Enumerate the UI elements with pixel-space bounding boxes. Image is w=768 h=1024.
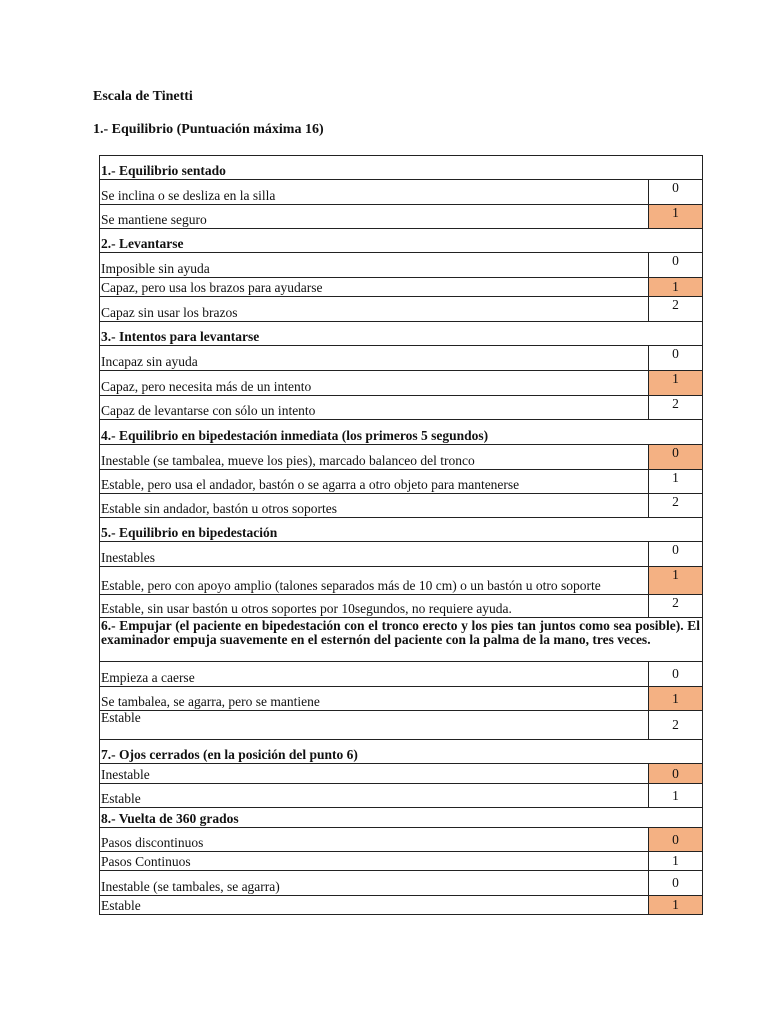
item-description: Capaz, pero necesita más de un intento bbox=[101, 379, 312, 394]
score-cell: 1 bbox=[648, 687, 702, 710]
section-heading-label: 1.- Equilibrio sentado bbox=[101, 163, 226, 178]
table-row bbox=[99, 494, 703, 518]
section-heading-2 bbox=[99, 229, 703, 253]
section-heading-label: 5.- Equilibrio en bipedestación bbox=[101, 525, 278, 540]
section-heading-5 bbox=[99, 518, 703, 542]
table-row bbox=[99, 852, 703, 871]
table-row bbox=[99, 662, 703, 687]
score-cell: 1 bbox=[648, 852, 702, 870]
section-heading-6 bbox=[99, 618, 703, 662]
score-cell: 2 bbox=[648, 711, 702, 739]
score-cell: 2 bbox=[648, 396, 702, 419]
score-cell: 1 bbox=[648, 278, 702, 296]
item-description: Pasos Continuos bbox=[101, 854, 191, 869]
table-row bbox=[99, 278, 703, 297]
score-cell: 1 bbox=[648, 784, 702, 807]
table-row bbox=[99, 896, 703, 915]
section-heading-8 bbox=[99, 808, 703, 828]
score-cell: 1 bbox=[648, 896, 702, 914]
item-description: Pasos discontinuos bbox=[101, 835, 204, 850]
item-description: Estable, pero con apoyo amplio (talones separados más de 10 cm) o un bastón u otro soporte bbox=[101, 578, 601, 593]
table-row bbox=[99, 346, 703, 371]
score-cell: 0 bbox=[648, 253, 702, 277]
score-cell: 0 bbox=[648, 180, 702, 204]
section-heading-label: 3.- Intentos para levantarse bbox=[101, 329, 260, 344]
item-description: Capaz, pero usa los brazos para ayudarse bbox=[101, 280, 323, 295]
table-row bbox=[99, 595, 703, 618]
item-description: Estable bbox=[101, 710, 141, 725]
section-heading-1 bbox=[99, 155, 703, 180]
score-cell: 0 bbox=[648, 871, 702, 895]
section-heading-7 bbox=[99, 740, 703, 764]
item-description: Inestable (se tambalea, mueve los pies), marcado balanceo del tronco bbox=[101, 453, 475, 468]
table-row bbox=[99, 784, 703, 808]
table-row bbox=[99, 542, 703, 567]
section-heading-label: 6.- Empujar (el paciente en bipedestación con el tronco erecto y los pies tan juntos como sea posible). El examinador empuja suavemente en el esternón del paciente con la palma de la mano, tres veces. bbox=[101, 618, 700, 647]
score-cell: 0 bbox=[648, 542, 702, 566]
score-cell: 2 bbox=[648, 494, 702, 517]
table-row bbox=[99, 180, 703, 205]
table-row bbox=[99, 828, 703, 852]
table-row bbox=[99, 445, 703, 470]
table-row bbox=[99, 711, 703, 740]
item-description: Imposible sin ayuda bbox=[101, 261, 210, 276]
table-row bbox=[99, 297, 703, 322]
table-row bbox=[99, 371, 703, 396]
item-description: Estable bbox=[101, 791, 141, 806]
item-description: Se mantiene seguro bbox=[101, 212, 207, 227]
document-title: Escala de Tinetti bbox=[93, 89, 193, 104]
section-heading-4 bbox=[99, 420, 703, 445]
item-description: Estable, sin usar bastón u otros soportes por 10segundos, no requiere ayuda. bbox=[101, 601, 512, 616]
table-row bbox=[99, 396, 703, 420]
table-row bbox=[99, 687, 703, 711]
section-heading-label: 8.- Vuelta de 360 grados bbox=[101, 811, 239, 826]
table-row bbox=[99, 567, 703, 595]
score-cell: 1 bbox=[648, 205, 702, 228]
score-cell: 0 bbox=[648, 828, 702, 851]
score-cell: 1 bbox=[648, 567, 702, 594]
score-cell: 1 bbox=[648, 371, 702, 395]
table-row bbox=[99, 871, 703, 896]
score-cell: 0 bbox=[648, 346, 702, 370]
table-row bbox=[99, 470, 703, 494]
item-description: Estable bbox=[101, 898, 141, 913]
table-row bbox=[99, 205, 703, 229]
item-description: Inestable (se tambales, se agarra) bbox=[101, 879, 280, 894]
score-cell: 0 bbox=[648, 764, 702, 783]
item-description: Incapaz sin ayuda bbox=[101, 354, 198, 369]
item-description: Inestable bbox=[101, 767, 150, 782]
item-description: Capaz sin usar los brazos bbox=[101, 305, 238, 320]
section-heading-label: 7.- Ojos cerrados (en la posición del punto 6) bbox=[101, 747, 358, 762]
section-heading-label: 2.- Levantarse bbox=[101, 236, 184, 251]
section-heading-3 bbox=[99, 322, 703, 346]
item-description: Inestables bbox=[101, 550, 155, 565]
item-description: Estable, pero usa el andador, bastón o se agarra a otro objeto para mantenerse bbox=[101, 477, 520, 492]
score-cell: 2 bbox=[648, 595, 702, 617]
section-title: 1.- Equilibrio (Puntuación máxima 16) bbox=[93, 122, 324, 137]
score-cell: 1 bbox=[648, 470, 702, 493]
item-description: Estable sin andador, bastón u otros soportes bbox=[101, 501, 338, 516]
score-cell: 2 bbox=[648, 297, 702, 321]
score-cell: 0 bbox=[648, 445, 702, 469]
item-description: Capaz de levantarse con sólo un intento bbox=[101, 403, 316, 418]
item-description: Se inclina o se desliza en la silla bbox=[101, 188, 276, 203]
table-row bbox=[99, 253, 703, 278]
item-description: Se tambalea, se agarra, pero se mantiene bbox=[101, 694, 320, 709]
item-description: Empieza a caerse bbox=[101, 670, 195, 685]
table-row bbox=[99, 764, 703, 784]
score-cell: 0 bbox=[648, 662, 702, 686]
tinetti-balance-table bbox=[99, 155, 703, 915]
section-heading-label: 4.- Equilibrio en bipedestación inmediata (los primeros 5 segundos) bbox=[101, 428, 489, 443]
